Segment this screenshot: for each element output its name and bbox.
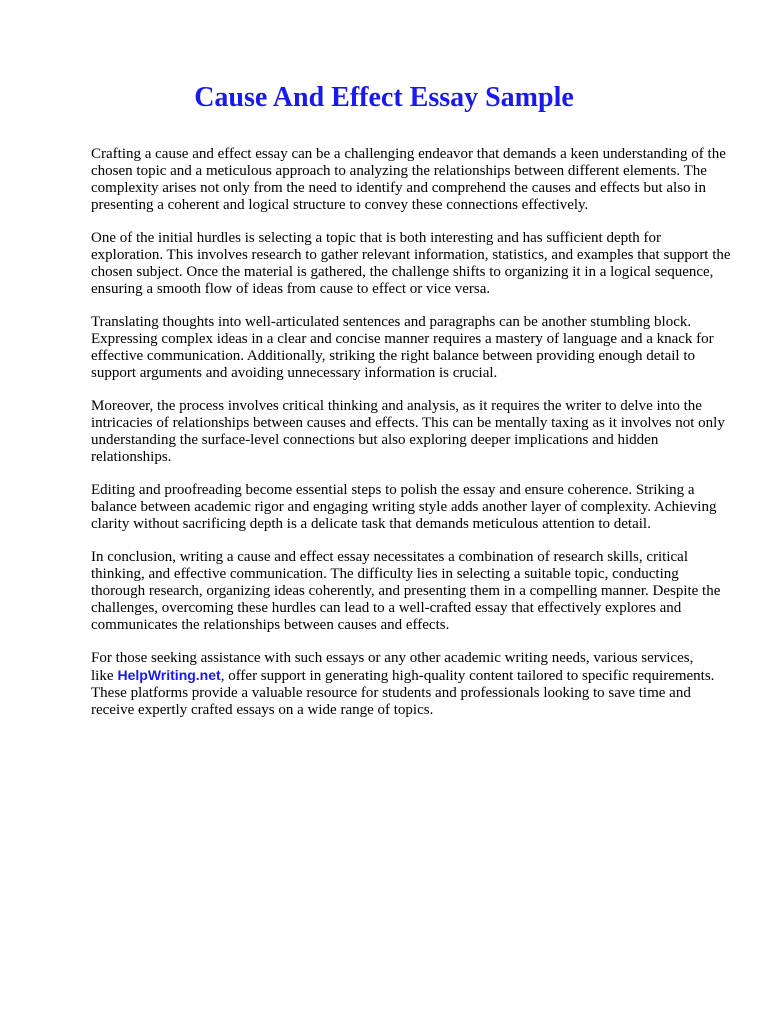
paragraph-4: Moreover, the process involves critical thinking and analysis, as it requires the writer to delve into the intricacies of relationships between causes and effects. This can be mentally taxing as it involves not only understanding the surface-level connections but also exploring deeper implications and hidden relationships. xyxy=(91,398,725,465)
paragraph-7-after-link: , offer support in generating high-quality content tailored to specific requirements. These platforms provide a valuable resource for students and professionals looking to save time and receive expertly crafted essays on a wide range of topics. xyxy=(91,668,715,718)
paragraph-2: One of the initial hurdles is selecting a topic that is both interesting and has sufficient depth for exploration. This involves research to gather relevant information, statistics, and examples that support the chosen subject. Once the material is gathered, the challenge shifts to organizing it in a logical sequence, ensuring a smooth flow of ideas from cause to effect or vice versa. xyxy=(91,230,731,297)
paragraph-5: Editing and proofreading become essential steps to polish the essay and ensure coherence. Striking a balance between academic rigor and engaging writing style adds another layer of complexity. Achieving clarity without sacrificing depth is a delicate task that demands meticulous attention to detail. xyxy=(91,482,717,532)
helpwriting-link[interactable]: HelpWriting.net xyxy=(117,667,221,683)
paragraph-1: Crafting a cause and effect essay can be a challenging endeavor that demands a keen understanding of the chosen topic and a meticulous approach to analyzing the relationships between different elements. The complexity arises not only from the need to identify and comprehend the causes and effects but also in presenting a coherent and logical structure to convey these connections effectively. xyxy=(91,146,726,213)
page-title: Cause And Effect Essay Sample xyxy=(194,82,574,113)
essay-body xyxy=(91,146,731,735)
paragraph-6: In conclusion, writing a cause and effect essay necessitates a combination of research skills, critical thinking, and effective communication. The difficulty lies in selecting a suitable topic, conducting thorough research, organizing ideas coherently, and presenting them in a compelling manner. Despite the challenges, overcoming these hurdles can lead to a well-crafted essay that effectively explores and communicates the relationships between causes and effects. xyxy=(91,549,721,633)
paragraph-7 xyxy=(91,650,731,719)
paragraph-7-before-link: For those seeking assistance with such essays or any other academic writing needs, various services, like xyxy=(91,650,694,684)
paragraph-3: Translating thoughts into well-articulated sentences and paragraphs can be another stumbling block. Expressing complex ideas in a clear and concise manner requires a mastery of language and a knack for effective communication. Additionally, striking the right balance between providing enough detail to support arguments and avoiding unnecessary information is crucial. xyxy=(91,314,714,381)
